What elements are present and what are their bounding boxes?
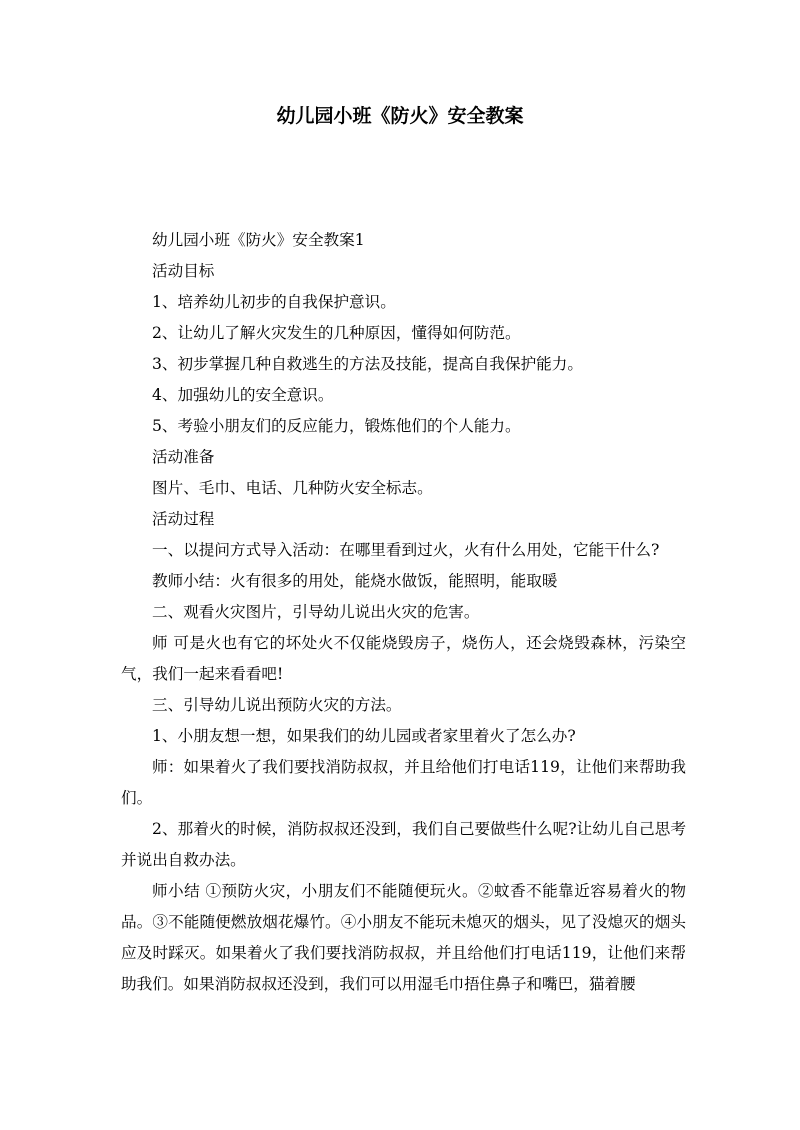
paragraph-goal-3: 3、初步掌握几种自救逃生的方法及技能，提高自我保护能力。 <box>152 355 583 373</box>
paragraph-preparation: 图片、毛巾、电话、几种防火安全标志。 <box>152 479 433 497</box>
paragraph-goal-4: 4、加强幼儿的安全意识。 <box>152 386 334 404</box>
paragraph-subtitle: 幼儿园小班《防火》安全教案1 <box>152 231 365 249</box>
paragraph-teacher-remark-2: 师：如果着火了我们要找消防叔叔，并且给他们打电话119，让他们来帮助我们。 <box>121 758 686 807</box>
paragraph-teacher-remark-1: 师 可是火也有它的坏处火不仅能烧毁房子，烧伤人，还会烧毁森林，污染空气，我们一起来看看吧! <box>121 634 686 683</box>
document-title: 幼儿园小班《防火》安全教案 <box>276 105 524 127</box>
paragraph-process-2: 二、观看火灾图片，引导幼儿说出火灾的危害。 <box>152 603 480 621</box>
paragraph-question-2: 2、那着火的时候，消防叔叔还没到，我们自己要做些什么呢?让幼儿自己思考并说出自救办法。 <box>121 820 686 869</box>
paragraph-heading-goals: 活动目标 <box>152 262 215 280</box>
document-body <box>121 225 686 1000</box>
paragraph-question-1: 1、小朋友想一想，如果我们的幼儿园或者家里着火了怎么办? <box>152 727 576 745</box>
paragraph-goal-5: 5、考验小朋友们的反应能力，锻炼他们的个人能力。 <box>152 417 521 435</box>
paragraph-process-3: 三、引导幼儿说出预防火灾的方法。 <box>152 696 402 714</box>
paragraph-teacher-summary-2: 师小结 ①预防火灾，小朋友们不能随便玩火。②蚊香不能靠近容易着火的物品。③不能随便燃放烟花爆竹。④小朋友不能玩未熄灭的烟头，见了没熄灭的烟头应及时踩灭。如果着火了我们要找消防叔叔，并且给他们打电话119，让他们来帮助我们。如果消防叔叔还没到，我们可以用湿毛巾捂住鼻子和嘴巴，猫着腰 <box>121 882 686 993</box>
paragraph-teacher-summary-1: 教师小结：火有很多的用处，能烧水做饭，能照明，能取暖 <box>152 572 558 590</box>
paragraph-heading-preparation: 活动准备 <box>152 448 215 466</box>
paragraph-goal-1: 1、培养幼儿初步的自我保护意识。 <box>152 293 396 311</box>
paragraph-goal-2: 2、让幼儿了解火灾发生的几种原因，懂得如何防范。 <box>152 324 521 342</box>
paragraph-process-1: 一、以提问方式导入活动：在哪里看到过火，火有什么用处，它能干什么? <box>152 541 660 559</box>
paragraph-heading-process: 活动过程 <box>152 510 215 528</box>
